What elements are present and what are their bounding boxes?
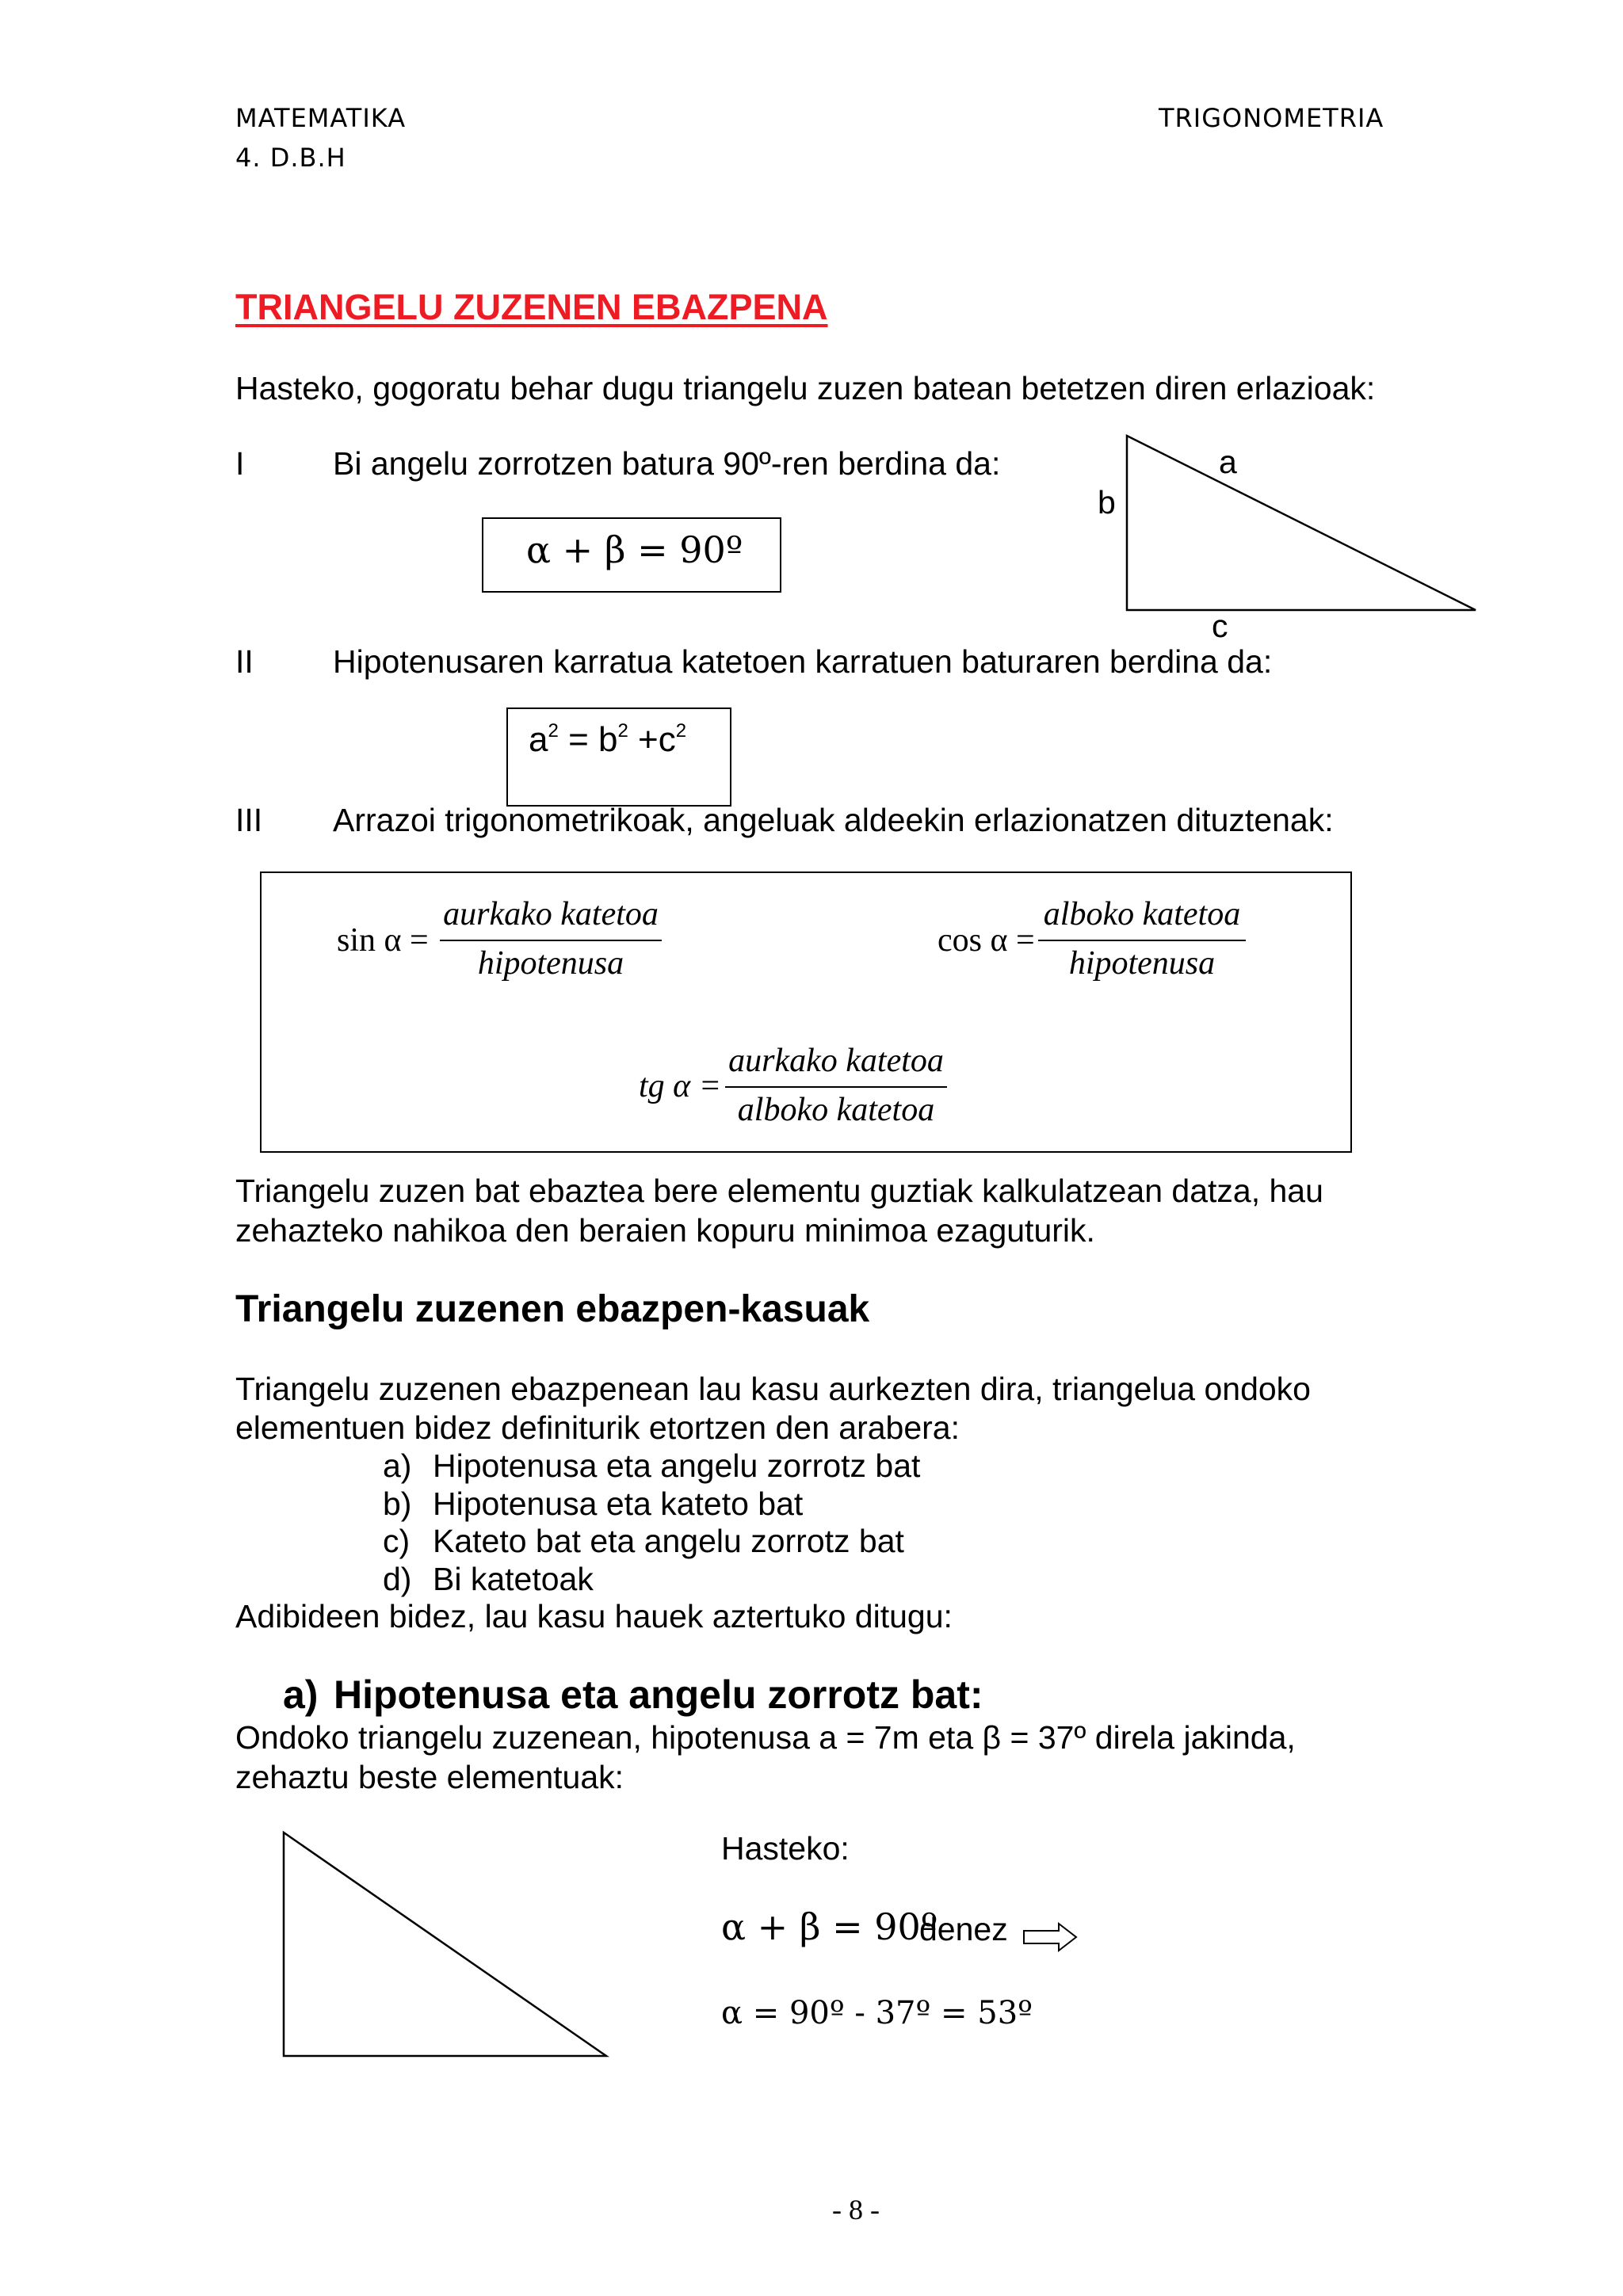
- example-triangle-diagram: [277, 1826, 618, 2064]
- paragraph-2-line-1: Triangelu zuzenen ebazpenean lau kasu aurkezten dira, triangelua ondoko: [235, 1371, 1311, 1407]
- rule-3-text: Arrazoi trigonometrikoak, angeluak aldeekin erlazionatzen dituztenak:: [333, 802, 1334, 838]
- cos-label: cos α =: [938, 922, 1035, 959]
- tg-fraction-bar: [725, 1086, 947, 1088]
- implies-arrow-icon: [1022, 1921, 1079, 1953]
- angle-sum-box: [482, 517, 781, 593]
- case-a-line-1: Ondoko triangelu zuzenean, hipotenusa a = 7m eta β = 37º direla jakinda,: [235, 1719, 1296, 1756]
- sin-denominator: hipotenusa: [477, 945, 624, 982]
- case-b-text: Hipotenusa eta kateto bat: [433, 1486, 804, 1522]
- page-title: TRIANGELU ZUZENEN EBAZPENA: [235, 287, 828, 327]
- rule-1-text: Bi angelu zorrotzen batura 90º-ren berdina da:: [333, 445, 1001, 482]
- paragraph-1-line-1: Triangelu zuzen bat ebaztea bere elementu guztiak kalkulatzean datza, hau: [235, 1173, 1323, 1209]
- tg-fraction: [725, 1042, 947, 1137]
- rule-3-number: III: [235, 802, 263, 838]
- case-b-letter: b): [383, 1486, 412, 1522]
- sin-numerator: aurkako katetoa: [443, 896, 659, 933]
- case-d-letter: d): [383, 1561, 412, 1597]
- cos-denominator: hipotenusa: [1068, 945, 1216, 982]
- sin-fraction-bar: [440, 940, 662, 941]
- tg-numerator: aurkako katetoa: [728, 1043, 944, 1079]
- header-level: 4. D.B.H: [235, 143, 346, 173]
- case-c-letter: c): [383, 1523, 411, 1559]
- triangle-shape: [1127, 436, 1476, 610]
- rule-1-number: I: [235, 445, 245, 482]
- cos-fraction-bar: [1038, 940, 1246, 941]
- case-c-text: Kateto bat eta angelu zorrotz bat: [433, 1523, 904, 1559]
- pythagoras-box: [506, 707, 731, 807]
- case-a-line-2: zehaztu beste elementuak:: [235, 1759, 624, 1795]
- triangle-label-c: c: [1212, 608, 1228, 644]
- page-number: - 8 -: [832, 2194, 880, 2225]
- tg-denominator: alboko katetoa: [737, 1092, 935, 1128]
- rule-2-text: Hipotenusaren karratua katetoen karratuen baturaren berdina da:: [333, 643, 1273, 680]
- case-a-letter: a): [383, 1447, 412, 1484]
- example-triangle-shape: [284, 1833, 606, 2056]
- pythagoras-formula: $a^2 = b^2 +c^2$: [529, 720, 687, 759]
- solution-start-label: Hasteko:: [721, 1830, 850, 1867]
- rule-2-number: II: [235, 643, 254, 680]
- case-a-heading: Hipotenusa eta angelu zorrotz bat:: [334, 1672, 983, 1717]
- right-triangle-diagram: [1109, 428, 1490, 650]
- case-d-text: Bi katetoak: [433, 1561, 594, 1597]
- angle-sum-formula: α + β = 90º: [526, 528, 743, 571]
- header-subject: MATEMATIKA: [235, 103, 407, 133]
- case-a-heading-letter: a): [283, 1672, 319, 1717]
- tg-label: tg α =: [639, 1068, 722, 1104]
- solution-denez: denez: [919, 1911, 1008, 1947]
- solution-result: α = 90º - 37º = 53º: [721, 1995, 1033, 2031]
- triangle-label-a: a: [1219, 444, 1237, 480]
- paragraph-1-line-2: zehazteko nahikoa den beraien kopuru minimoa ezaguturik.: [235, 1212, 1095, 1249]
- sin-fraction: [440, 895, 662, 990]
- cos-fraction: [1038, 895, 1246, 990]
- cos-numerator: alboko katetoa: [1043, 896, 1241, 933]
- case-a-text: Hipotenusa eta angelu zorrotz bat: [433, 1447, 921, 1484]
- section-heading: Triangelu zuzenen ebazpen-kasuak: [235, 1288, 870, 1330]
- intro-text: Hasteko, gogoratu behar dugu triangelu zuzen batean betetzen diren erlazioak:: [235, 370, 1376, 406]
- sin-label: sin α =: [337, 922, 429, 959]
- solution-angle-sum: α + β = 90º: [721, 1905, 938, 1948]
- triangle-label-b: b: [1098, 484, 1116, 521]
- paragraph-2-line-2: elementuen bidez definiturik etortzen den arabera:: [235, 1409, 960, 1446]
- paragraph-3: Adibideen bidez, lau kasu hauek aztertuko ditugu:: [235, 1598, 953, 1634]
- header-topic: TRIGONOMETRIA: [1159, 103, 1384, 133]
